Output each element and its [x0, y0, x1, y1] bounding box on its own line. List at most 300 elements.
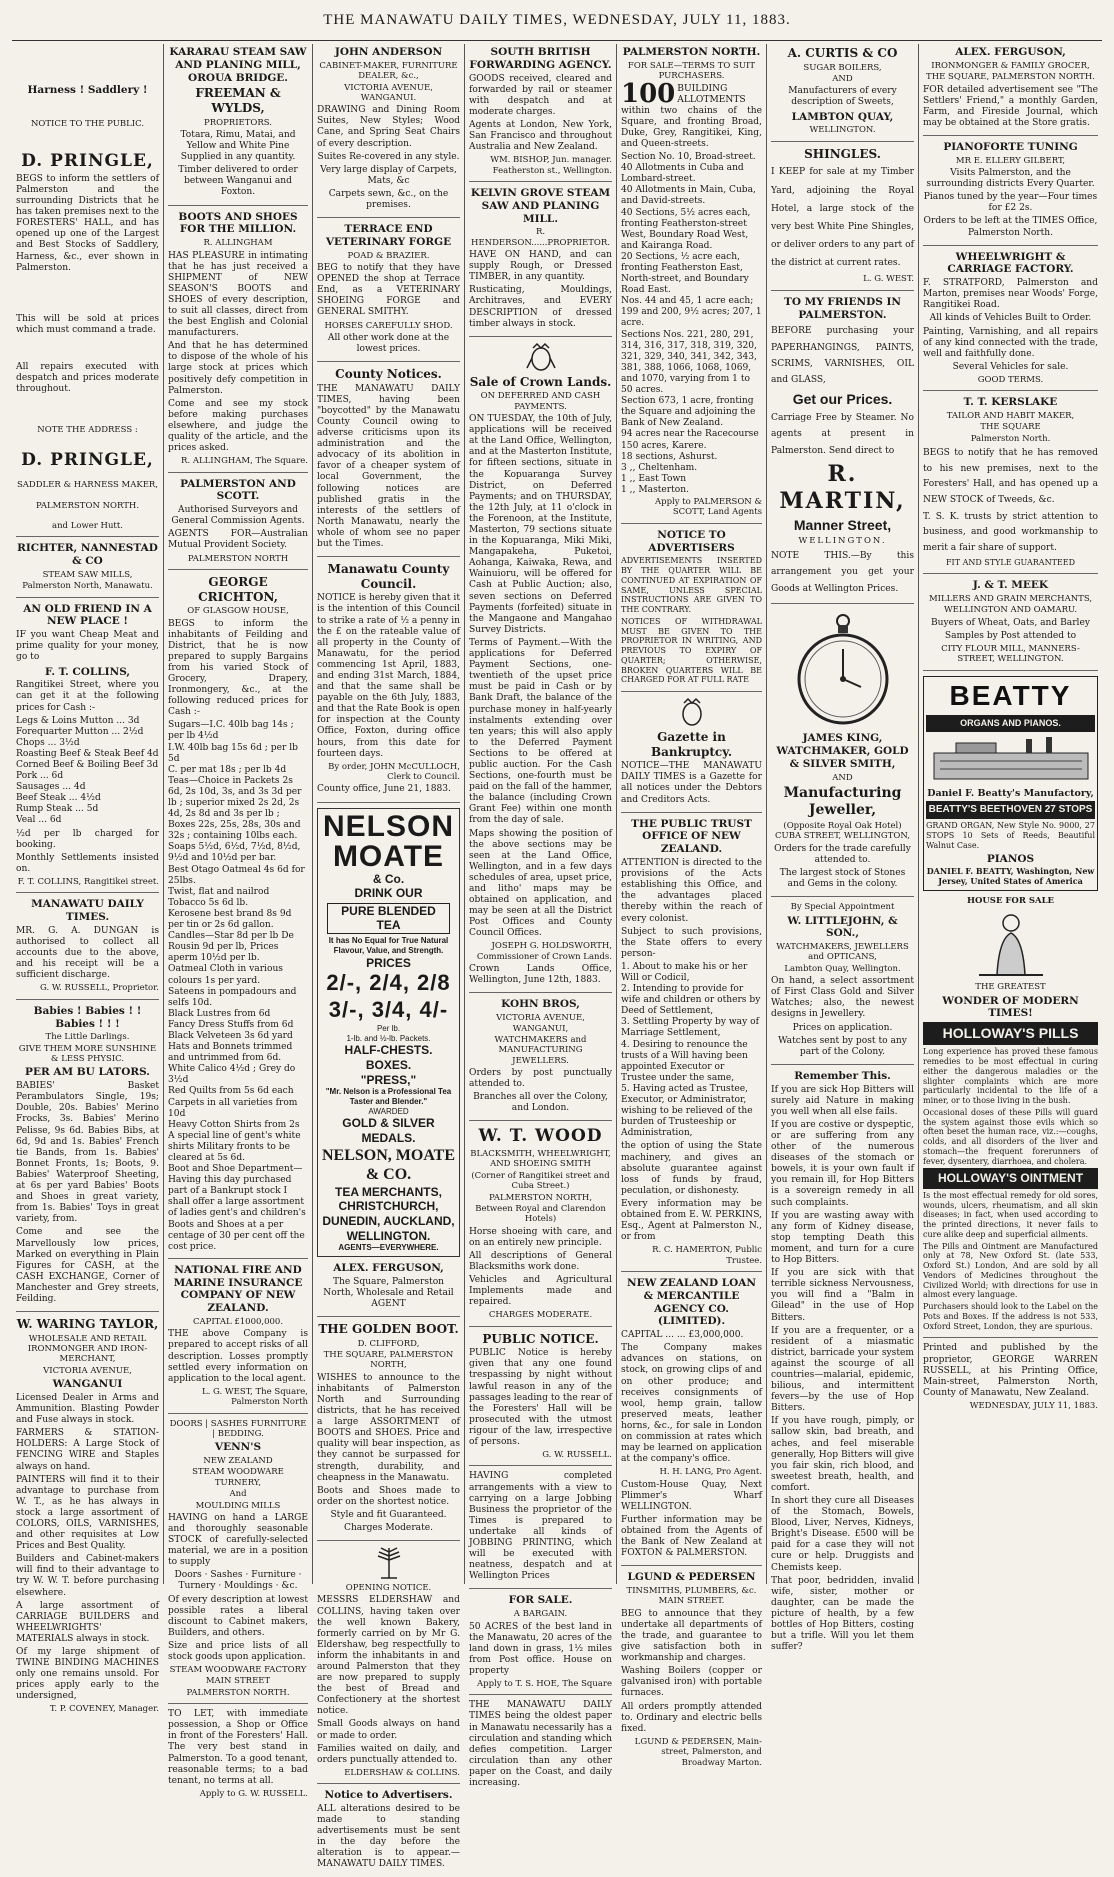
price-item: Sausages ... 4d [16, 782, 86, 793]
price-item: Heavy Cotton Shirts from 2s [168, 1119, 300, 1130]
venn-sub: NEW ZEALAND [203, 1456, 273, 1467]
fire-capital: CAPITAL £1000,000. [192, 1317, 284, 1328]
wood-body: Horse shoeing with care, and on an entirely new principle. [469, 1226, 612, 1248]
curtis-body: Manufacturers of every description of Sweets, [788, 86, 897, 108]
kerslake-body: BEGS to notify that he has removed to his new premises, next to the Foresters' Hall, and has opened up a NEW STOCK of Tweeds, &c. [923, 448, 1098, 505]
babies-body: BABIES' Basket Perambulators Single, 19s; Double, 20s. Babies' Merino Frocks, 3s. Babies' Merino Pelisse, 9s 6d. Babies Bibs, at 6d, 9d and 1s. Babies' French tie Bands, from 1s. Babies' Bonnet Fronts, 1s; Boots, 9. Babies' Waterproof Sheeting, at 6s per yard Babies' Boots and Shoes in great variety, from 1s. Babies' Toys in great variety, from. [16, 1081, 159, 1225]
boots-body: Come and see my stock before making purchases elsewhere, and judge the quality of the article, and the prices asked. [168, 398, 308, 454]
nelson-co: & Co. [372, 871, 405, 886]
kelvin-body: HAVE ON HAND, and can supply Rough, or Dressed TIMBER, in any quantity. [469, 250, 612, 283]
sale-body: 50 ACRES of the best land in the Manawatu, 20 acres of the land down in grass, 1½ miles from Post office. House on property [469, 1621, 612, 1676]
kohn-body: Branches all over the Colony, and London. [473, 1092, 608, 1114]
boots-body: And that he has determined to dispose of the whole of his large stock at prices which positively defy competition in Palmerston. [168, 341, 308, 396]
column-1 [12, 44, 163, 1715]
collins-ad [16, 603, 159, 894]
clifford-body: Charges Moderate. [343, 1522, 434, 1533]
price-item: Kerosene best brand 8s 9d per tin or 2s 6d gallon. [168, 908, 292, 931]
kelvin-proprietor: R. HENDERSON......PROPRIETOR. [471, 227, 610, 248]
richter-title: RICHTER, NANNESTAD & CO [17, 542, 158, 568]
freeman-title: FREEMAN & WYLDS, [195, 86, 281, 116]
little-title: W. LITTLEJOHN, & SON., [787, 914, 898, 940]
hop-body: If you are sick with that terrible sickness Nervousness, you will find a "Balm in Gilead" in the use of Hop Bitters. [771, 1268, 914, 1323]
meek-body: Samples by Post attended to [944, 630, 1077, 641]
council-body: NOTICE is hereby given that it is the intention of this Council to strike a rate of ½ a penny in the £ on the rateable value of all property in the County of Manawatu, for the period commencing 1st April, 1883, and ending 31st March, 1884, and that the same shall be payable on the 6th July, 1883, and that the Rate Book is open for inspection at the County Office, Foxton, during office hours, from this date for fourteen days. [317, 593, 460, 759]
waring-body: A large assortment of CARRIAGE BUILDERS and WHEELWRIGHTS' MATERIALS always in stock. [16, 1600, 159, 1644]
holloway-body: Is the most effectual remedy for old sores, wounds, ulcers, rheumatism, and all skin diseases; in fact, when used according to the printed directions, it never fails to cure alike deep and superficial ailments. [923, 1190, 1098, 1239]
nelson-prices: 2/-, 2/4, 2/8 [326, 970, 451, 996]
venn-body: Size and price lists of all stock goods upon application. [168, 1640, 308, 1663]
martin-name: R. MARTIN, [779, 460, 906, 514]
venn-body: Of every description at lowest possible rates a liberal discount to Cabinet makers, Builders, and others. [168, 1594, 308, 1638]
boots-body: HAS PLEASURE in intimating that he has just received a SHIPMENT of NEW SEASON'S BOOTS and SHOES of every description, to suit all classes, direct from the best English and Colonial manufacturers. [168, 250, 308, 339]
pringle-name: D. PRINGLE, [21, 449, 154, 470]
venn-title: VENN'S [214, 1441, 262, 1454]
wood-body: Vehicles and Agricultural Implements made and repaired. [469, 1274, 612, 1308]
public-trust-ad [621, 818, 762, 1272]
section-item: 40 Allotments in Cuba and Lombard-street. [621, 163, 744, 185]
waring-signature: T. P. COVENEY, Manager. [49, 1704, 159, 1715]
curtis-town: WELLINGTON. [809, 125, 876, 136]
crichton-price-list [168, 720, 308, 1253]
little-sub: WATCHMAKERS, JEWELLERS and OPTICANS, [776, 942, 909, 963]
collins-heading: AN OLD FRIEND IN A NEW PLACE ! [23, 602, 152, 628]
venn-street: MAIN STREET [205, 1676, 271, 1687]
beatty-pianos: PIANOS [986, 852, 1035, 865]
gazette-heading: Gazette in Bankruptcy. [650, 730, 733, 759]
anderson-location: VICTORIA AVENUE, WANGANUI. [344, 82, 433, 103]
venn-ad [168, 1419, 308, 1705]
babies-ad [16, 1005, 159, 1312]
holloway-body: The Pills and Ointment are Manufactured only at 78, New Oxford St. (late 533, Oxford St.) London, And are sold by all Vendors of Medicines throughout the Civilized World; with directions for use in almost every language. [923, 1241, 1098, 1300]
section-item: 150 acres, Karere. [621, 440, 707, 451]
bsf-heading: SOUTH BRITISH FORWARDING AGENCY. [469, 46, 612, 71]
crown-heading: Sale of Crown Lands. [469, 374, 612, 389]
trust-item: 2. Intending to provide for wife and children or others by Deed of Settlement, [621, 984, 761, 1017]
perambulators-heading: PER AM BU LATORS. [25, 1066, 150, 1079]
freeman-body: Totara, Rimu, Matai, and Yellow and White Pine Supplied in any quantity. [180, 130, 296, 163]
scott-title: PALMERSTON AND SCOTT. [180, 477, 296, 503]
nelson-prices: 3/-, 3/4, 4/- [328, 997, 449, 1022]
section-item: Nos. 44 and 45, 1 acre each; 199 and 200, 9½ acres; 207, 1 acre. [621, 296, 762, 329]
friends-body: Carriage Free by Steamer. No agents at present in Palmerston. Send direct to [771, 412, 914, 456]
holloway-ad [923, 896, 1098, 1339]
gazette-ad [621, 697, 762, 813]
karaka-title: KARARAU STEAM SAW AND PLANING MILL, OROUA BRIDGE. [169, 46, 307, 84]
king-body: Orders for the trade carefully attended to. [774, 843, 911, 865]
price-item: Beef Steak ... 4½d [16, 793, 101, 804]
nelson-packets: 1-lb. and ½-lb. Packets. [346, 1033, 431, 1043]
richter-ad [16, 542, 159, 597]
meek-title: J. & T. MEEK [972, 579, 1049, 592]
collins-signature: F. T. COLLINS, Rangitikei street. [17, 876, 159, 887]
section-item: 40 Allotments in Main, Cuba, and David-streets. [621, 185, 756, 207]
collins-name: F. T. COLLINS, [44, 665, 131, 678]
collins-note: ½d per lb charged for booking. [16, 828, 159, 850]
factory-illustration-icon [926, 735, 1096, 785]
beatty-stops: BEATTY'S BEETHOVEN 27 STOPS [926, 801, 1095, 819]
crichton-title: GEORGE CRICHTON, [198, 574, 278, 604]
kerslake-name: T. T. KERSLAKE [963, 396, 1058, 409]
price-item: Roasting Beef & Steak Beef 4d [16, 748, 159, 759]
waring-body: Of my large shipment of TWINE BINDING MACHINES only one remains unsold. For prices apply early to the undersigned, [16, 1647, 159, 1702]
crichton-body: BEGS to inform the inhabitants of Feilding and District, that he is now prepared to supply Bargains from his varied Stock of Grocery, Drapery, Ironmongery, &c., at the following reduced prices for Cash :- [168, 618, 308, 718]
fergus-heading: ALEX. FERGUSON, [955, 46, 1066, 58]
holloway-ointment: HOLLOWAY'S OINTMENT [923, 1168, 1098, 1189]
price-item: Veal ... 6d [16, 815, 62, 826]
advertisers-notice-2 [621, 529, 762, 692]
wheel-body: Several Vehicles for sale. [952, 361, 1069, 372]
notice-body: THE MANAWATU DAILY TIMES being the oldest paper in Manawatu necessarily has a circulation and standing which defies competition. Larger circulation than any other paper on the Coast, and daily increasing. [469, 1700, 612, 1789]
piano-body: Visits Palmerston, and the surrounding districts Every Quarter. [926, 168, 1095, 190]
lgund-body: Washing Boilers (copper or galvanised iron) with portable furnaces. [621, 1666, 762, 1699]
holloway-greatest: THE GREATEST [975, 982, 1046, 993]
anderson-body: DRAWING and Dining Room Suites, New Styles; Wood Cane, and Spring Seat Chairs of every description. [317, 105, 460, 149]
kelvin-heading: KELVIN GROVE STEAM SAW AND PLANING MILL. [470, 186, 611, 225]
harness-title: Harness ! Saddlery ! [27, 84, 148, 96]
hop-body: If you are wasting away with any form of Kidney disease, stop tempting Death this moment, and turn for a cure to Hop Bitters. [771, 1210, 914, 1266]
adv-heading: Notice to Advertisers. [324, 1789, 453, 1802]
print-body: HAVING completed arrangements with a view to carrying on a large Jobbing Business the proprietor of the Times is prepared to undertake all kinds of JOBBING PRINTING, which will be executed with neatness, despatch and at Wellington Prices [469, 1471, 612, 1582]
price-item: Pork ... 6d [16, 771, 64, 782]
kelvin-ad [469, 187, 612, 337]
pringle-ad [16, 84, 159, 537]
trust-body: the option of using the State machinery, and gives an absolute guarantee against loss of funds by fraud, peculation, or dishonesty. [621, 1141, 762, 1196]
forge-body: BEG to notify that they have OPENED the shop at Terrace End, as a VETERINARY SHOEING FORGE and GENERAL SMITHY. [317, 263, 460, 318]
pocket-watch-icon [793, 609, 893, 729]
price-item: Carpets in all varieties from 10d [168, 1097, 298, 1119]
piano-body: Orders to be left at the TIMES Office, Palmerston North. [923, 216, 1098, 238]
mdt-ad [16, 898, 159, 999]
allingham-ad [168, 211, 308, 473]
fire-insurance-ad [168, 1264, 308, 1414]
pringle-trade: SADDLER & HARNESS MAKER, [16, 480, 159, 491]
meek-ad [923, 579, 1098, 670]
adv-body: ADVERTISEMENTS INSERTED BY THE QUARTER WILL BE CONTINUED AT EXPIRATION OF SAME, UNLESS SPECIAL INSTRUCTIONS ARE GIVEN TO THE CONTRARY. [621, 556, 762, 615]
trust-item: 5. Having acted as Trustee, Executor, or Administrator, wishing to be relieved of the burden of Trusteeship or Administration, [621, 1083, 753, 1139]
price-item: Soaps 5½d, 6½d, 7½d, 8½d, 9½d and 10½d per bar. [168, 842, 301, 864]
venn-location: PALMERSTON NORTH. [186, 1687, 290, 1698]
wheel-heading: WHEELWRIGHT & CARRIAGE FACTORY. [947, 250, 1074, 276]
adv-heading: NOTICE TO ADVERTISERS [648, 528, 735, 554]
mdt-signature: G. W. RUSSELL, Proprietor. [39, 983, 159, 994]
section-item: Section 673, 1 acre, fronting the Square and adjoining the Bank of New Zealand. [621, 396, 756, 429]
pub-heading: PUBLIC NOTICE. [482, 1331, 599, 1346]
fire-body: THE above Company is prepared to accept risks of all description. Losses promptly settled every information on application to the local agent. [168, 1329, 308, 1384]
waring-body: Builders and Cabinet-makers will find to their advantage to try W. W. T. before purchasing elsewhere. [16, 1554, 159, 1598]
imprint-date: WEDNESDAY, JULY 11, 1883. [969, 1400, 1098, 1411]
collins-intro: IF you want Cheap Meat and prime quality for your money, go to [16, 630, 159, 663]
venn-heading: DOORS | SASHES FURNITURE | BEDDING. [169, 1418, 307, 1439]
waring-town: WANGANUI [52, 1378, 123, 1391]
price-item: Corned Beef & Boiling Beef 3d [16, 760, 159, 771]
imprint-text: Printed and published by the proprietor, GEORGE WARREN RUSSELL, at his Printing Office, Main-street, Palmerston North, County of Manawatu, New Zealand. [923, 1343, 1098, 1398]
anderson-sub: CABINET-MAKER, FURNITURE DEALER, &c., [319, 60, 458, 82]
nelson-awarded: AWARDED [368, 1106, 409, 1116]
kerslake-location: THE SQUARE [980, 422, 1041, 433]
mdt-heading: MANAWATU DAILY TIMES. [31, 898, 144, 924]
section-item: 1 ,, Masterton. [621, 484, 690, 495]
section-item: 18 sections, Ashurst. [621, 451, 718, 462]
beatty-body: GRAND ORGAN, New Style No. 9000, 27 STOPS 10 Sets of Reeds, Beautiful Walnut Case. [926, 821, 1095, 850]
wood-location: (Corner of Rangitikei street and Cuba Street.) [471, 1170, 610, 1192]
venn-sub: STEAM WOODWARE TURNERY, [192, 1467, 284, 1488]
piano-body: Pianos tuned by the year—Four times for £2 2s. [923, 192, 1098, 214]
hop-body: If you are a frequenter, or a resident of a miasmatic district, barricade your system against the scourge of all countries—malarial, epidemic, bilious, and intermittent fevers—by the use of Hop Bitters. [771, 1325, 914, 1414]
nelson-moate-ad [317, 808, 460, 1257]
pringle-body: BEGS to inform the settlers of Palmerston and the surrounding Districts that he has taken premises next to the FORESTERS' HALL, and has opened up one of the Largest and Best Stocks of Saddlery, Harness, &c., ever shown in Palmerston. [16, 173, 159, 273]
kohn-body: Orders by post punctually attended to. [469, 1067, 612, 1090]
venn-items: Doors · Sashes · Furniture · Turnery · Mouldings · &c. [174, 1570, 302, 1592]
babies-body: Come and see the Marvellously low prices, Marked on everything in Plain Figures for CASH, at the CASH EXCHANGE, Corner of Manchester and Grey streets, Feilding. [16, 1227, 159, 1304]
fire-heading: NATIONAL FIRE AND MARINE INSURANCE COMPANY OF NEW ZEALAND. [173, 1263, 303, 1315]
king-body: The largest stock of Stones and Gems in the colony. [779, 867, 906, 890]
clifford-title: D. CLIFFORD, [357, 1338, 420, 1349]
nelson-drink: DRINK OUR [354, 886, 423, 901]
sale-sub: A BARGAIN. [513, 1609, 568, 1620]
price-item: Hats and Bonnets trimmed and untrimmed from 6d. [168, 1042, 293, 1064]
pn-heading: PALMERSTON NORTH. [622, 46, 761, 58]
waring-ad [16, 1317, 159, 1720]
kohn-location: VICTORIA AVENUE, WANGANUI, [496, 1013, 585, 1034]
boots-heading: BOOTS AND SHOES FOR THE MILLION. [178, 210, 298, 236]
wheel-body: F. STRATFORD, Palmerston and Marton, premises near Woods' Forge, Rangitikei Road. [923, 278, 1098, 311]
imprint [923, 1343, 1098, 1416]
trust-body: Subject to such provisions, the State offers to every person- [621, 926, 762, 959]
martin-ad [771, 296, 914, 604]
hop-body: If you have rough, pimply, or sallow skin, bad breath, and aches, and feel miserable generally, Hop Bitters will give you fair skin, rich blood, and sweetest breath, health, and comfort. [771, 1416, 914, 1493]
babies-sub: GIVE THEM MORE SUNSHINE & LESS PHYSIC. [18, 1043, 157, 1065]
royal-crest-icon [674, 697, 710, 727]
house-sale: HOUSE FOR SALE [966, 895, 1055, 906]
crichton-sub: OF GLASGOW HOUSE, [187, 606, 289, 617]
trust-heading: THE PUBLIC TRUST OFFICE OF NEW ZEALAND. [631, 817, 752, 856]
allotments-ad [621, 46, 762, 524]
kohn-body: WATCHMAKERS and MANUFACTURING JEWELLERS. [494, 1034, 587, 1066]
price-item: A special line of gent's white shirts Military fronts to be cleared at 5s 6d. [168, 1130, 301, 1163]
waring-location: VICTORIA AVENUE, [43, 1365, 132, 1376]
lgund-signature: LGUND & PEDERSEN, Main-street, Palmerston, and Broadway Marton. [634, 1736, 762, 1768]
price-item: Rump Steak ... 5d [16, 804, 99, 815]
collins-body: Rangitikei Street, where you can get it at the following prices for Cash :- [16, 680, 159, 713]
nelson-quote: "Mr. Nelson is a Professional Tea Taster and Blender." [325, 1087, 452, 1106]
pn-signature: Apply to PALMERSON & SCOTT, Land Agents [654, 496, 762, 518]
bsf-body: Agents at London, New York, San Francisco and throughout Australia and New Zealand. [469, 119, 612, 153]
wood-ad [469, 1126, 612, 1326]
beatty-manufactory: Daniel F. Beatty's Manufactory, [927, 787, 1094, 799]
price-item: White Calico 4½d ; Grey do 3½d [168, 1064, 296, 1086]
fergus-sub: IRONMONGER & FAMILY GROCER, [931, 60, 1090, 71]
trust-item: 1. About to make his or her Will or Codicil, [621, 961, 748, 983]
price-item: Candles—Star 8d per lb De Rousin 9d per lb, Prices aperm 10½d per lb. [168, 931, 294, 964]
masthead: THE MANAWATU DAILY TIMES, WEDNESDAY, JULY 11, 1883. [323, 12, 791, 28]
crichton-ad [168, 575, 308, 1259]
nelson-agents: AGENTS—EVERYWHERE. [338, 1243, 439, 1253]
council-notice [317, 562, 460, 802]
anderson-body: Carpets sewn, &c., on the premises. [328, 188, 449, 210]
pringle-location: and Lower Hutt. [52, 521, 123, 532]
kerslake-fit: FIT AND STYLE GUARANTEED [945, 558, 1075, 568]
clifford-body: Style and fit Guaranteed. [330, 1509, 447, 1520]
babies-sub: The Little Darlings. [45, 1032, 130, 1043]
kerslake-ad [923, 396, 1098, 574]
mdt-body: MR. G. A. DUNGAN is authorised to collect all accounts due to the above, and his receipt will be a sufficient discharge. [16, 925, 159, 981]
gazette-body: NOTICE—THE MANAWATU DAILY TIMES is a Gazette for all notices under the Debtors and Creditors Acts. [621, 761, 762, 805]
babies-heading: Babies ! Babies ! ! Babies ! ! ! [33, 1004, 142, 1030]
price-item: Sugars—I.C. 40lb bag 14s ; per lb 4½d [168, 720, 294, 742]
column-6 [767, 44, 918, 1653]
shingles-ad [771, 147, 914, 291]
trust-list [621, 962, 762, 1140]
curtis-ad [771, 46, 914, 142]
eldershaw-body: Families waited on daily, and orders punctually attended to. [317, 1743, 460, 1765]
martin-town: WELLINGTON. [798, 535, 887, 546]
anderson-ad [317, 46, 460, 218]
times-notice [469, 1700, 612, 1795]
crown-body: Terms of Payment.—With the applications for Deferred Payment Sections, one-twentieth of the upset price must be paid in Cash or by Bank Draft, the balance of the purchase money in half-yearly instalments extending over ten years; this will also apply to the Deferred Payment Sections to be offered at public auction. For the Cash Sections, one-fourth must be paid on the fall of the hammer, the balance (including Crown Grant Fee) within one month from the day of sale. [469, 637, 612, 826]
trust-body: ATTENTION is directed to the provisions of the Acts establishing this Office, and the advantages placed thereby within the reach of every colonist. [621, 858, 762, 924]
price-item: Best Otago Oatmeal 4s 6d for 25lbs. [168, 864, 305, 886]
forge-ad [317, 223, 460, 362]
pn-sub: FOR SALE—TERMS TO SUIT PURCHASERS. [627, 60, 756, 82]
meek-sub: MILLERS AND GRAIN MERCHANTS, [928, 593, 1093, 604]
shingles-body: I KEEP for sale at my Timber Yard, adjoining the Royal Hotel, a large stock of the very best White Pine Shingles, or deliver orders to any part of the district at current rates. [771, 167, 914, 269]
meek-location: WELLINGTON AND OAMARU. [943, 605, 1078, 616]
pringle-location: PALMERSTON NORTH. [35, 500, 140, 511]
tolet-body: TO LET, with immediate possession, a Shop or Office in front of the Foresters' Hall. The very best stand in Palmerston. To a good tenant, reasonable terms; to a bad tenant, no terms at all. [168, 1709, 308, 1786]
scott-ad [168, 478, 308, 570]
forge-title: POAD & BRAZIER. [347, 250, 430, 261]
crown-body: ON TUESDAY, the 10th of July, applications will be received at the Land Office, Wellington, and at the Masterton Institute, for fifteen sections, situate in the Kopuaranga Survey District, on Deferred Payments; and on THURSDAY, the 12th July, at 11 o'clock in the Forenoon, at the Institute, Masterton, 79 sections situate in the Kopuaranga, Miki Miki, Mangapakeha, Puketoi, Aohanga, Kaiwaka, Rewa, and Wainuioru, will be offered for Cash at Public Auction; also, seven sections on Deferred Payments (forfeited) situate in the Mangaone and Mangahao Survey Districts. [469, 414, 612, 635]
jobbing-printing-ad [469, 1471, 612, 1589]
martin-street: Manner Street, [793, 516, 892, 533]
nelson-merchants: TEA MERCHANTS, [335, 1184, 442, 1199]
nzl-body: Further information may be obtained from the Agents of the Bank of New Zealand at FOXTON & PALMERSTON. [621, 1514, 762, 1559]
holloway-body: Purchasers should look to the Label on the Pots and Boxes. If the address is not 533, Oxford Street, London, they are spurious. [923, 1302, 1098, 1331]
friends-heading: TO MY FRIENDS IN PALMERSTON. [784, 295, 901, 321]
seated-figure-icon [971, 909, 1051, 979]
waring-body: Licensed Dealer in Arms and Ammunition. Blasting Powder and Fuse always in stock. [16, 1392, 159, 1426]
for-sale-ad [469, 1594, 612, 1695]
eldershaw-body: Small Goods always on hand or made to order. [317, 1719, 460, 1741]
tolet-ad [168, 1709, 308, 1804]
freeman-body: Timber delivered to order between Wanganui and Foxton. [178, 165, 298, 198]
waring-body: PAINTERS will find it to their advantage to purchase from W. T., as he has always in stock a large assortment of COLORS, OILS, VARNISHES, and other requisites at Low Prices and Best Quality. [16, 1474, 159, 1552]
martin-body: NOTE THIS.—By this arrangement you get your Goods at Wellington Prices. [771, 551, 914, 594]
advertisers-notice [317, 1789, 460, 1876]
nzl-body: The Company makes advances on stations, on stock, on growing clips of and on other produce; and receives consignments of wool, hemp grain, tallow preserved meats, leather horns, &c., for sale in London on commission at rates which may be learned on application at the company's office. [621, 1343, 762, 1465]
collins-price-list [16, 716, 159, 827]
price-item: I.W. 40lb bag 15s 6d ; per lb 5d [168, 742, 298, 764]
section-item: 40 Sections, 5½ acres each, fronting Featherston-street West, Boundary Road West, and Kairanga Road. [621, 207, 751, 251]
section-item: 3 ,, Cheltenham. [621, 462, 698, 473]
loan-agency-ad [621, 1277, 762, 1566]
royal-crest-icon [523, 342, 559, 372]
littlejohn-ad [771, 902, 914, 1065]
sale-signature: Apply to T. S. HOE, The Square [477, 1679, 612, 1690]
curtis-sub: SUGAR BOILERS, [803, 62, 882, 73]
nelson-press: "PRESS," [360, 1072, 417, 1087]
note-address: NOTE THE ADDRESS : [37, 425, 138, 436]
piano-ad [923, 141, 1098, 246]
section-item: 94 acres near the Racecourse [621, 429, 759, 440]
nelson-per: Per lb. [376, 1023, 401, 1033]
wood-between: Between Royal and Clarendon Hotels) [475, 1203, 606, 1225]
forge-heading: TERRACE END VETERINARY FORGE [325, 223, 452, 248]
waring-sub: WHOLESALE AND RETAIL IRONMONGER AND IRON-MERCHANT, [27, 1333, 148, 1365]
waring-title: W. WARING TAYLOR, [16, 1317, 159, 1332]
hop-bitters-ad [771, 1070, 914, 1659]
price-item: Black Lustres from 6d [168, 1008, 271, 1019]
trust-item: 3. Settling Property by way of Marriage Settlement, [621, 1017, 759, 1039]
king-heading: JAMES KING, WATCHMAKER, GOLD & SILVER SMITH, [776, 732, 909, 770]
crown-signature: JOSEPH G. HOLDSWORTH, Commissioner of Crown Lands. [476, 941, 612, 962]
price-item: Chops ... 3½d [16, 737, 80, 748]
county-heading: County Notices. [335, 367, 442, 382]
pringle-note: This will be sold at prices which must command a trade. [16, 313, 159, 335]
meek-location: CITY FLOUR MILL, MANNERS-STREET, WELLINGTON. [941, 643, 1080, 665]
venn-body: HAVING on hand a LARGE and thoroughly seasonable STOCK of carefully-selected material, we are in a position to supply [168, 1512, 308, 1568]
price-item: Boot and Shoe Department—Having this day purchased part of a Bankrupt stock I shall offer a large assortment of ladies gent's and children's Boots and Shoes at a per centage of 30 per cent off the cost price. [168, 1164, 306, 1252]
kelvin-body: Rusticating, Mouldings, Architraves, and EVERY DESCRIPTION of dressed timber always in stock. [469, 285, 612, 329]
price-item: Teas—Choice in Packets 2s 6d, 2s 10d, 3s, and 3s 3d per lb ; superior mixed 2s 2d, 2s 4d, 2s 8d and 3s per lb ; Boxes 22s, 25s, 28s, 30s and 32s ; containing 10lbs each. [168, 775, 302, 842]
holloway-body: Occasional doses of these Pills will guard the system against those evils which so often beset the human race, viz.:—coughs, colds, and all disorders of the liver and stomach—the frequent forerunners of fever, dysentery, diarrhoea, and cholera. [923, 1107, 1098, 1166]
king-ad [771, 609, 914, 897]
price-item: Legs & Loins Mutton ... 3d [16, 715, 140, 726]
adv-body: ALL alterations desired to be made to standing advertisements must be sent in the day before the alteration is to appear.—MANAWATU DAILY TIMES. [317, 1804, 460, 1870]
sale-heading: FOR SALE. [508, 1594, 573, 1607]
pub-body: PUBLIC Notice is hereby given that any one found trespassing by night without lawful reason in any of the passages leading to the rear of the Foresters' Hall will be prosecuted with the utmost rigour of the law, irrespective of persons. [469, 1348, 612, 1447]
hop-heading: Remember This. [794, 1069, 891, 1082]
little-body: On hand, a select assortment of First Class Gold and Silver Watches; also, the newest designs in Jewellery. [771, 976, 914, 1020]
curtis-and: AND [832, 73, 853, 84]
golden-boot-ad [317, 1322, 460, 1541]
council-heading: Manawatu County Council. [327, 562, 450, 591]
trust-item: 4. Desiring to renounce the trusts of a Will having been appointed Executor or Trustee under the same, [621, 1039, 748, 1083]
price-item: Black Velveteen 3s 6d yard [168, 1030, 293, 1041]
shingles-signature: L. G. WEST. [863, 274, 914, 285]
hop-body: In short they cure all Diseases of the Stomach, Bowels, Blood, Liver, Nerves, Kidneys, Bright's Disease. £500 will be paid for a case they will not cure or help. Druggists and Chemists keep. [771, 1496, 914, 1573]
fergus-body: FOR detailed advertisement see "The Settlers' Friend," a monthly Garden, Farm, and Fireside Journal, which may be obtained at the Store gratis. [923, 84, 1098, 128]
price-item: Forequarter Mutton ... 2½d [16, 726, 144, 737]
lgund-ad [621, 1571, 762, 1773]
nelson-medals: GOLD & SILVER MEDALS. [342, 1116, 435, 1146]
scott-sub: Authorised Surveyors and General Commission Agents. [171, 505, 305, 527]
council-signature: By order, JOHN McCULLOCH, Clerk to Council. [328, 761, 460, 783]
friends-prices: Get our Prices. [792, 390, 893, 407]
fergus-location: THE SQUARE, PALMERSTON NORTH. [926, 72, 1095, 83]
crown-sub: ON DEFERRED AND CASH PAYMENTS. [480, 391, 601, 412]
beatty-title: BEATTY [949, 679, 1072, 711]
forge-body: HORSES CAREFULLY SHOD. [324, 320, 453, 331]
freeman-sub: PROPRIETORS. [203, 117, 273, 128]
little-body: Prices on application. [792, 1022, 893, 1033]
kerslake-town: Palmerston North. [970, 433, 1051, 444]
ferguson-body: The Square, Palmerston North, Wholesale and Retail AGENT [323, 1276, 454, 1309]
anderson-body: Very large display of Carpets, Mats, &c [320, 164, 457, 186]
public-notice [469, 1332, 612, 1467]
county-notices [317, 367, 460, 557]
nzl-location: Custom-House Quay, Next Plimmer's Wharf WELLINGTON. [621, 1479, 762, 1512]
lgund-title: LGUND & PEDERSEN [627, 1571, 756, 1584]
beatty-sub: ORGANS AND PIANOS. [926, 715, 1095, 732]
adv-body: NOTICES OF WITHDRAWAL MUST BE GIVEN TO THE PROPRIETOR IN WRITING, AND PREVIOUS TO EXPIRY OF QUARTER; OTHERWISE, BROKEN QUARTERS WILL BE CHARGED FOR AT FULL RATE [621, 616, 762, 685]
lgund-body: BEG to announce that they undertake all departments of the trade, and guarantee to give satisfaction both in workmanship and charges. [621, 1608, 762, 1664]
nelson-tea: PURE BLENDED TEA [327, 903, 450, 934]
nelson-name: NELSON MOATE [322, 809, 454, 873]
council-date: County office, June 21, 1883. [317, 784, 451, 795]
section-item: 1 ,, East Town [621, 473, 687, 484]
nelson-cities: CHRISTCHURCH, DUNEDIN, AUCKLAND, WELLINGTON. [322, 1199, 455, 1243]
